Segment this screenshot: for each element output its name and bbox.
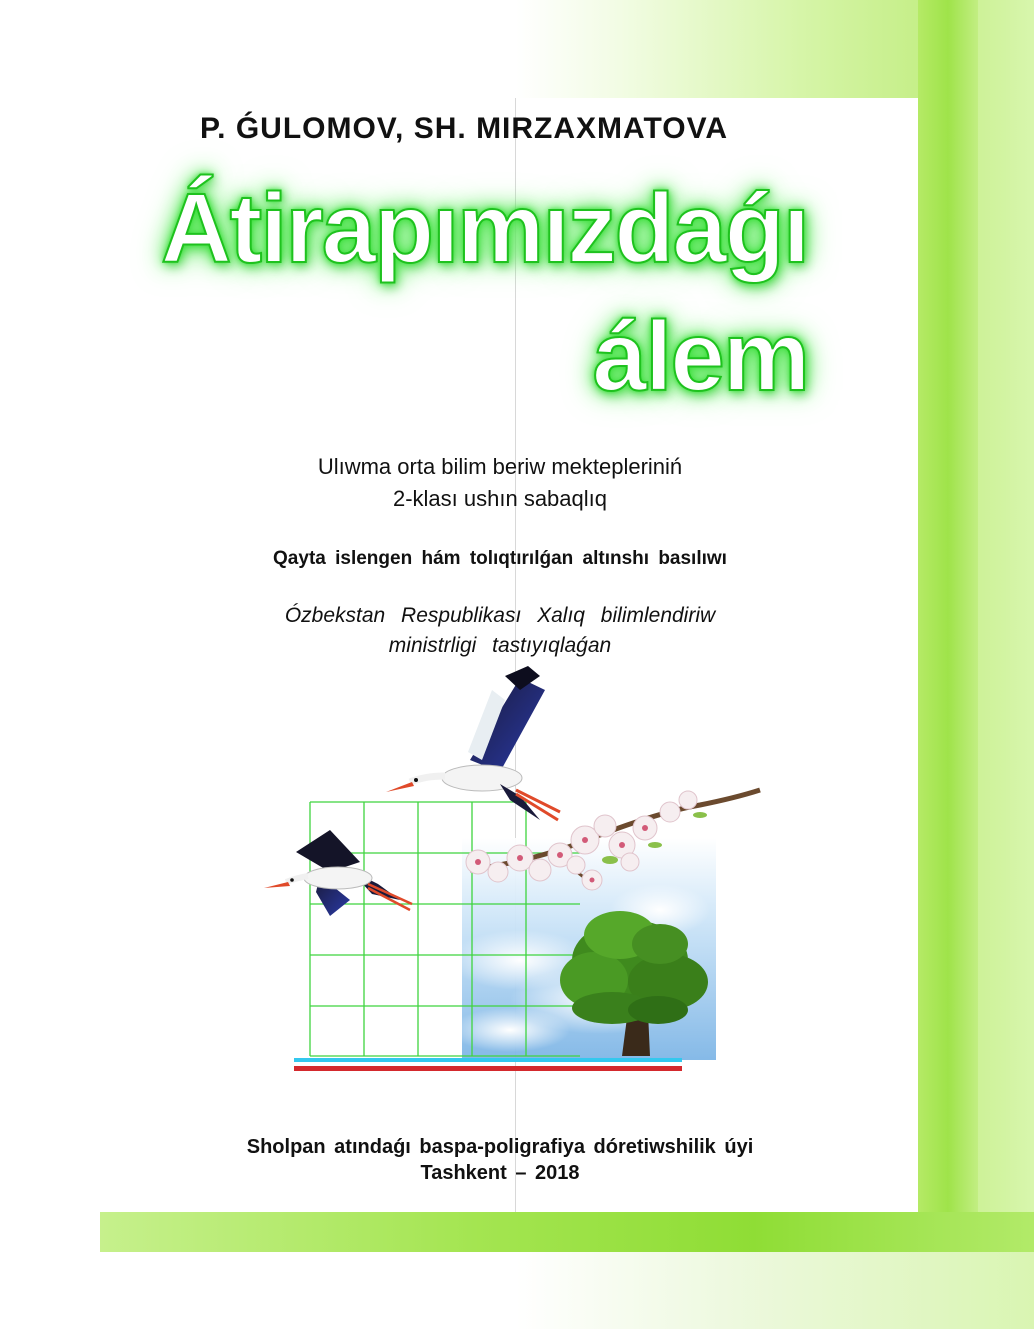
publisher: Sholpan atındaǵı baspa-poligrafiya dóretiwshilik úyi	[246, 1136, 754, 1158]
approval-line-2: ministrligi tastıyıqlaǵan	[388, 634, 612, 657]
book-title-line-2: álem	[592, 301, 808, 411]
book-title-line-1: Átirapımızdaǵı	[160, 173, 808, 283]
red-stripe	[294, 1066, 682, 1071]
stork-gliding-icon	[264, 830, 412, 916]
subtitle-line-1: Ulıwma orta bilim beriw mektepleriniń	[317, 454, 683, 479]
edition-note: Qayta islengen hám tolıqtırılǵan altınshı basılıwı	[273, 548, 727, 569]
cyan-stripe	[294, 1058, 682, 1062]
city-year: Tashkent – 2018	[420, 1162, 580, 1184]
approval-line-1: Ózbekstan Respublikası Xalıq bilimlendiriw	[284, 604, 716, 627]
stork-flying-icon	[386, 666, 560, 820]
subtitle-line-2: 2-klası ushın sabaqlıq	[392, 486, 608, 511]
authors: P. ǴULOMOV, SH. MIRZAXMATOVA	[200, 112, 729, 145]
